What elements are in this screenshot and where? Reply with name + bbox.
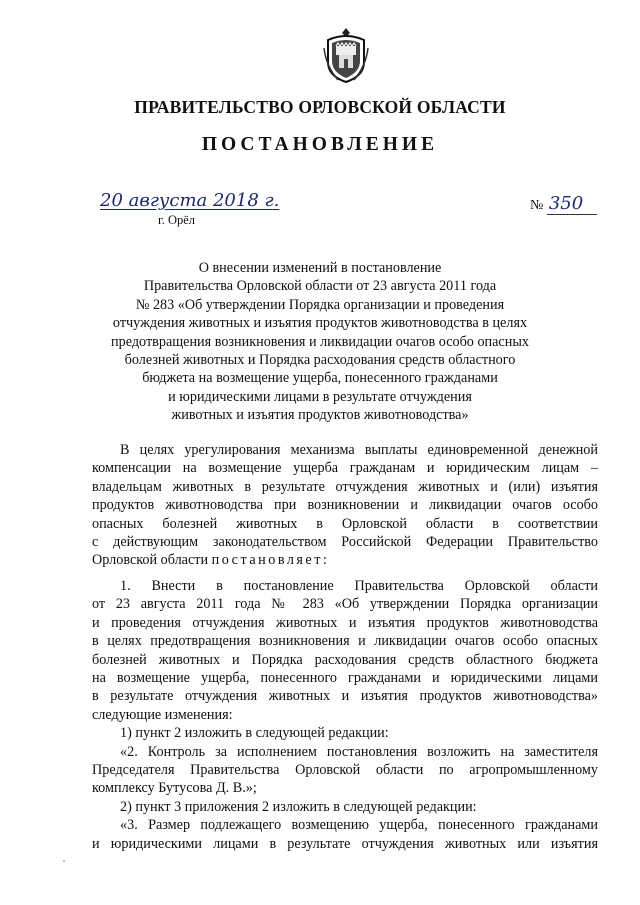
subitem-1-heading: 1) пункт 2 изложить в следующей редакции: [120,725,389,742]
paragraph-line: и проведения отчуждения животных и изъятия продуктов животноводства [92,614,598,631]
city-label: г. Орёл [158,213,196,227]
subject-line: отчуждения животных и изъятия продуктов животноводства в целях [112,315,528,332]
paragraph-line: болезней животных и Порядка расходования средств областного бюджета [92,651,598,668]
government-title: ПРАВИТЕЛЬСТВО ОРЛОВСКОЙ ОБЛАСТИ [134,97,506,117]
scan-dot [63,860,65,862]
subject-line: бюджета на возмещение ущерба, понесенного гражданами [142,370,498,387]
paragraph-line: В целях урегулирования механизма выплаты единовременной денежной [120,442,598,458]
paragraph-line: «2. Контроль за исполнением постановления возложить на заместителя [120,743,598,760]
paragraph-line: в результате отчуждения животных и изъятия продуктов животноводства» [92,688,598,705]
paragraph-line: Председателя Правительства Орловской области по агропромышленному [92,762,598,779]
subject-line: и юридическими лицами в результате отчуждения [168,388,472,405]
paragraph-line: опасных болезней животных в Орловской области в соответствии [92,515,598,532]
paragraph-line [92,551,598,569]
paragraph-line: в целях предотвращения возникновения и ликвидации очагов особо опасных [92,633,598,650]
coat-of-arms-emblem [322,26,370,84]
subject-line: предотвращения возникновения и ликвидации очагов особо опасных [111,333,529,350]
paragraph-line: компенсации на возмещение ущерба гражданам и юридическим лицам – [92,460,598,477]
subject-line: О внесении изменений в постановление [198,260,442,276]
subject-line: болезней животных и Порядка расходования средств областного [124,352,516,369]
paragraph-line: «3. Размер подлежащего возмещению ущерба, понесенного гражданами [120,817,598,834]
subitem-2-heading: 2) пункт 3 приложения 2 изложить в следующей редакции: [120,798,477,815]
preamble-end-text: Орловской области [92,552,209,569]
paragraph-line: комплексу Бутусова Д. В.»; [92,780,257,797]
handwritten-date: 20 августа 2018 г. [100,190,280,211]
subject-line: Правительства Орловской области от 23 августа 2011 года [143,278,497,295]
resolves-word: постановляет: [211,552,330,569]
paragraph-line: 1. Внести в постановление Правительства Орловской области [120,578,598,594]
document-number [530,193,597,214]
paragraph-line: и юридическими лицами в результате отчуждения животных или изъятия [92,835,598,852]
subject-line: № 283 «Об утверждении Порядка организации и проведения [135,296,505,313]
paragraph-line: продуктов животноводства при возникновении и ликвидации очагов особо [92,497,598,514]
paragraph-line: следующие изменения: [92,706,233,723]
subject-heading [95,259,545,425]
handwritten-number: 350 [547,193,597,215]
document-type-title: ПОСТАНОВЛЕНИЕ [201,134,439,155]
subject-line: животных и изъятия продуктов животноводства» [171,407,469,424]
paragraph-line: от 23 августа 2011 года № 283 «Об утверждении Порядка организации [92,596,598,613]
number-sign: № [530,198,544,213]
paragraph-line: на возмещение ущерба, понесенного гражданами и юридическими лицами [92,670,598,687]
preamble-paragraph [92,441,598,570]
paragraph-line: владельцам животных в результате отчуждения животных и (или) изъятия [92,478,598,495]
item-1-paragraph [92,577,598,853]
paragraph-line: с действующим законодательством Российской Федерации Правительство [92,534,598,551]
